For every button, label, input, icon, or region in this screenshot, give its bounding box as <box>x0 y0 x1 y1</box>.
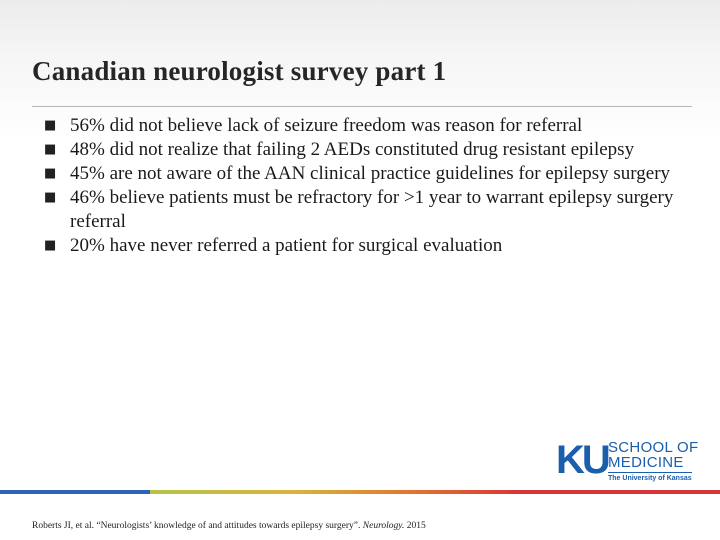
bullet-item <box>44 234 694 258</box>
title-divider <box>32 106 692 107</box>
bullet-text: 45% are not aware of the AAN clinical practice guidelines for epilepsy surgery <box>70 163 671 184</box>
square-bullet-icon: ■ <box>44 190 57 205</box>
square-bullet-icon: ■ <box>44 142 57 157</box>
citation-journal: Neurology. <box>362 521 405 531</box>
citation <box>32 520 426 532</box>
logo-line-university: The University of Kansas <box>608 475 692 482</box>
ku-logo-mark: KU <box>556 438 608 482</box>
footer-color-bar <box>0 490 720 494</box>
bullet-text: 20% have never referred a patient for surgical evaluation <box>70 235 503 256</box>
citation-year: 2015 <box>404 521 426 531</box>
bullet-item <box>44 138 694 162</box>
logo-underline <box>608 472 692 473</box>
bullet-item <box>44 186 694 234</box>
bullet-text: 56% did not believe lack of seizure freedom was reason for referral <box>70 115 583 136</box>
square-bullet-icon: ■ <box>44 238 57 253</box>
logo-line-medicine: MEDICINE <box>608 454 684 471</box>
square-bullet-icon: ■ <box>44 166 57 181</box>
bullet-item <box>44 114 694 138</box>
logo-line-school: SCHOOL OF <box>608 439 699 456</box>
bullet-list <box>44 114 694 258</box>
bullet-text: 46% believe patients must be refractory for >1 year to warrant epilepsy surgery referral <box>70 187 674 232</box>
slide-title: Canadian neurologist survey part 1 <box>32 56 447 86</box>
bullet-text: 48% did not realize that failing 2 AEDs constituted drug resistant epilepsy <box>70 139 635 160</box>
citation-text: Roberts JI, et al. “Neurologists’ knowledge of and attitudes towards epilepsy surgery”. <box>32 521 363 531</box>
square-bullet-icon: ■ <box>44 118 57 133</box>
bullet-item <box>44 162 694 186</box>
ku-school-of-medicine-logo <box>556 438 699 486</box>
